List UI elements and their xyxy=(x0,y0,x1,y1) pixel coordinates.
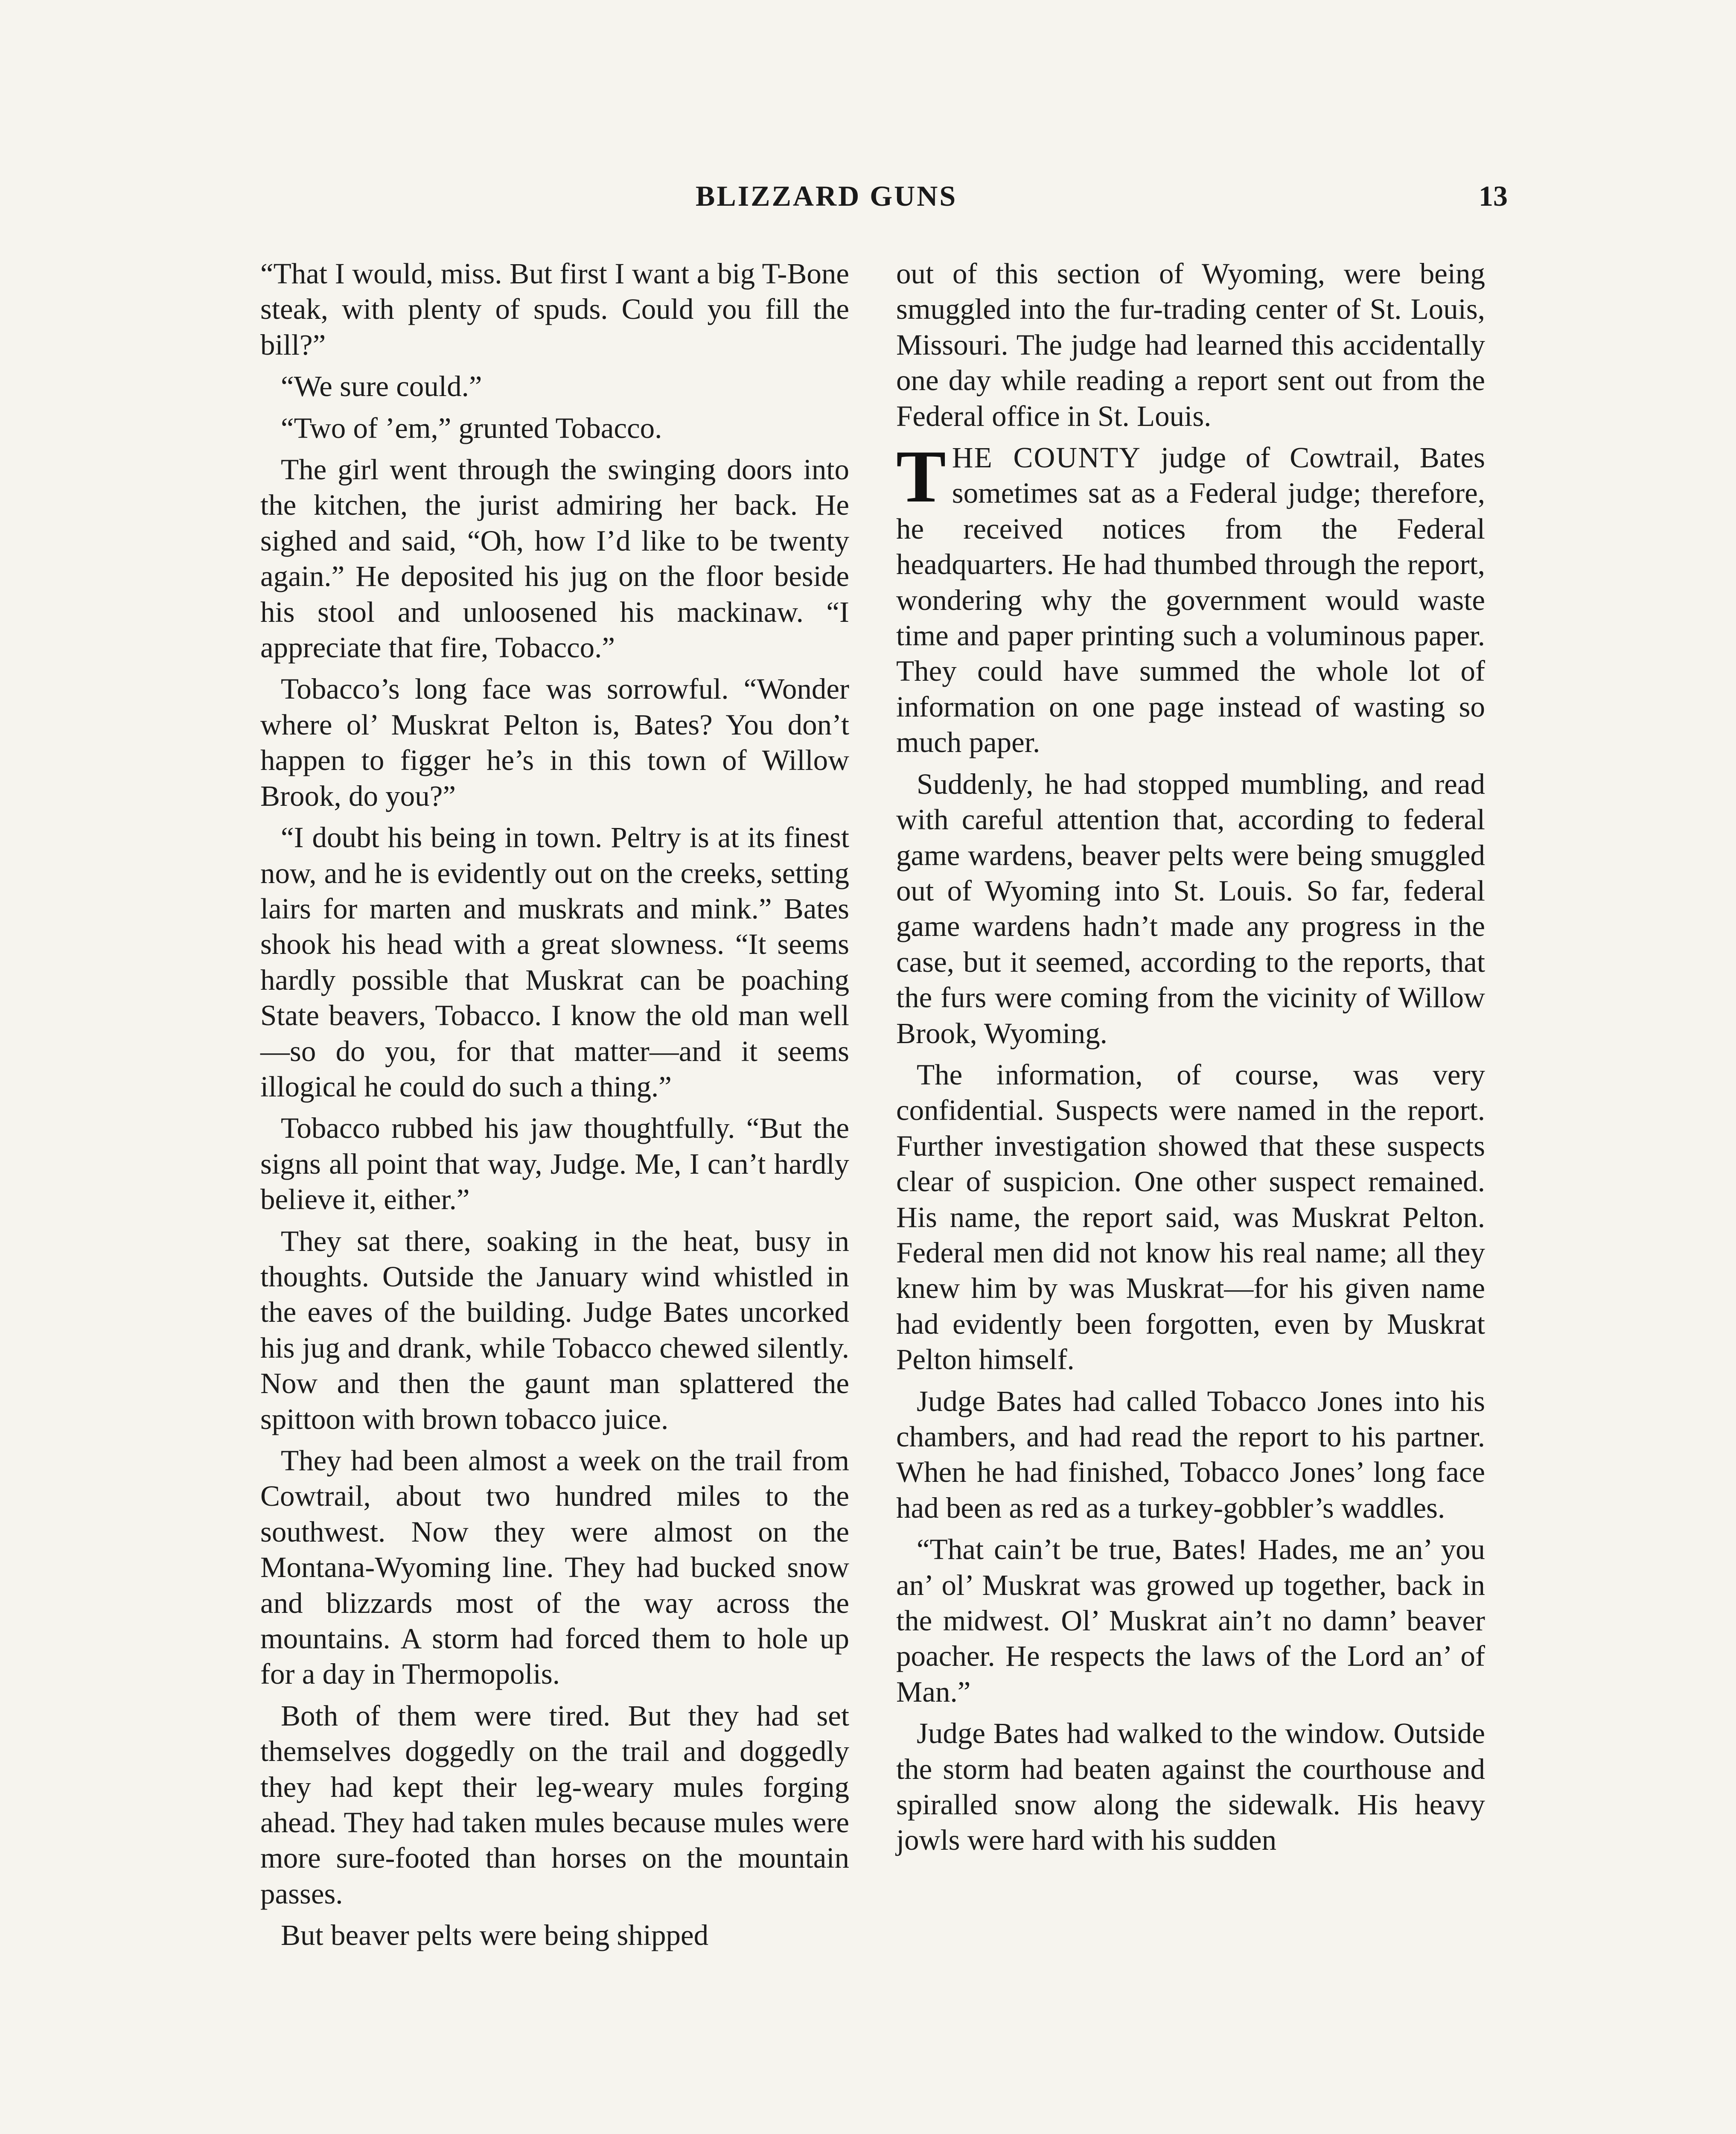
running-head xyxy=(0,179,1736,222)
paragraph: They sat there, soaking in the heat, busy in thoughts. Outside the January wind whistled in the eaves of the building. Judge Bates uncorked his jug and drank, while Tobacco chewed silently. Now and then the gaunt man splattered the spittoon with brown tobacco juice. xyxy=(260,1224,849,1435)
paragraph: The information, of course, was very confidential. Suspects were named in the report. Further investigation showed that these suspects clear of suspicion. One other suspect remained. His name, the report said, was Muskrat Pelton. Federal men did not know his real name; all they knew him by was Muskrat—for his given name had evidently been forgotten, even by Muskrat Pelton himself. xyxy=(896,1058,1485,1376)
paragraph: Tobacco’s long face was sorrowful. “Wonder where ol’ Muskrat Pelton is, Bates? You don’t happen to figger he’s in this town of Willow Brook, do you?” xyxy=(260,673,849,812)
left-column xyxy=(260,256,849,1959)
paragraph: Suddenly, he had stopped mumbling, and read with careful attention that, according to federal game wardens, beaver pelts were being smuggled out of Wyoming into St. Louis. So far, federal game wardens hadn’t made any progress in the case, but it seemed, according to the reports, that the furs were coming from the vicinity of Willow Brook, Wyoming. xyxy=(896,767,1485,1050)
paragraph: Both of them were tired. But they had set themselves doggedly on the trail and doggedly they had kept their leg-weary mules forging ahead. They had taken mules because mules were more sure-footed than horses on the mountain passes. xyxy=(260,1699,849,1910)
paragraph: “That I would, miss. But first I want a big T-Bone steak, with plenty of spuds. Could you fill the bill?” xyxy=(260,257,849,361)
running-title: BLIZZARD GUNS xyxy=(696,180,958,212)
paragraph: They had been almost a week on the trail from Cowtrail, about two hundred miles to the southwest. Now they were almost on the Montana-Wyoming line. They had bucked snow and blizzards most of the way across the mountains. A storm had forced them to hole up for a day in Thermopolis. xyxy=(260,1444,849,1691)
paragraph-text: judge of Cowtrail, Bates sometimes sat as a Federal judge; therefore, he received notices from the Federal headquarters. He had thumbed through the report, wondering why the government would waste time and paper printing such a voluminous paper. They could have summed the whole lot of information on one page instead of wasting so much paper. xyxy=(896,441,1486,759)
paragraph: The girl went through the swinging doors into the kitchen, the jurist admiring her back. He sighed and said, “Oh, how I’d like to be twenty again.” He deposited his jug on the floor beside his stool and unloosened his mackinaw. “I appreciate that fire, Tobacco.” xyxy=(260,453,849,664)
paragraph: “I doubt his being in town. Peltry is at its finest now, and he is evidently out on the creeks, setting lairs for marten and muskrats and mink.” Bates shook his head with a great slowness. “It seems hardly possible that Muskrat can be poaching State beavers, Tobacco. I know the old man well—so do you, for that matter—and it seems illogical he could do such a thing.” xyxy=(260,821,849,1103)
paragraph: Tobacco rubbed his jaw thoughtfully. “But the signs all point that way, Judge. Me, I can’t hardly believe it, either.” xyxy=(260,1112,849,1216)
paragraph: “We sure could.” xyxy=(281,370,482,403)
page-number: 13 xyxy=(1479,180,1508,212)
paragraph: Judge Bates had walked to the window. Outside the storm had beaten against the courthouse and spiralled snow along the sidewalk. His heavy jowls were hard with his sudden xyxy=(896,1717,1485,1857)
section-opening-paragraph xyxy=(896,435,1486,761)
drop-cap: T xyxy=(896,435,946,518)
right-column xyxy=(896,256,1485,1864)
paragraph: “That cain’t be true, Bates! Hades, me an’ you an’ ol’ Muskrat was growed up together, back in the midwest. Ol’ Muskrat ain’t no damn’ beaver poacher. He respects the laws of the Lord an’ of Man.” xyxy=(896,1533,1485,1708)
paragraph-continuation: out of this section of Wyoming, were being smuggled into the fur-trading center of St. Louis, Missouri. The judge had learned this accidentally one day while reading a report sent out from the Federal office in St. Louis. xyxy=(896,257,1485,432)
paragraph: Judge Bates had called Tobacco Jones into his chambers, and had read the report to his partner. When he had finished, Tobacco Jones’ long face had been as red as a turkey-gobbler’s waddles. xyxy=(896,1385,1485,1524)
paragraph: But beaver pelts were being shipped xyxy=(281,1919,709,1952)
lead-in: HE COUNTY xyxy=(952,441,1142,474)
paragraph: “Two of ’em,” grunted Tobacco. xyxy=(281,411,662,444)
